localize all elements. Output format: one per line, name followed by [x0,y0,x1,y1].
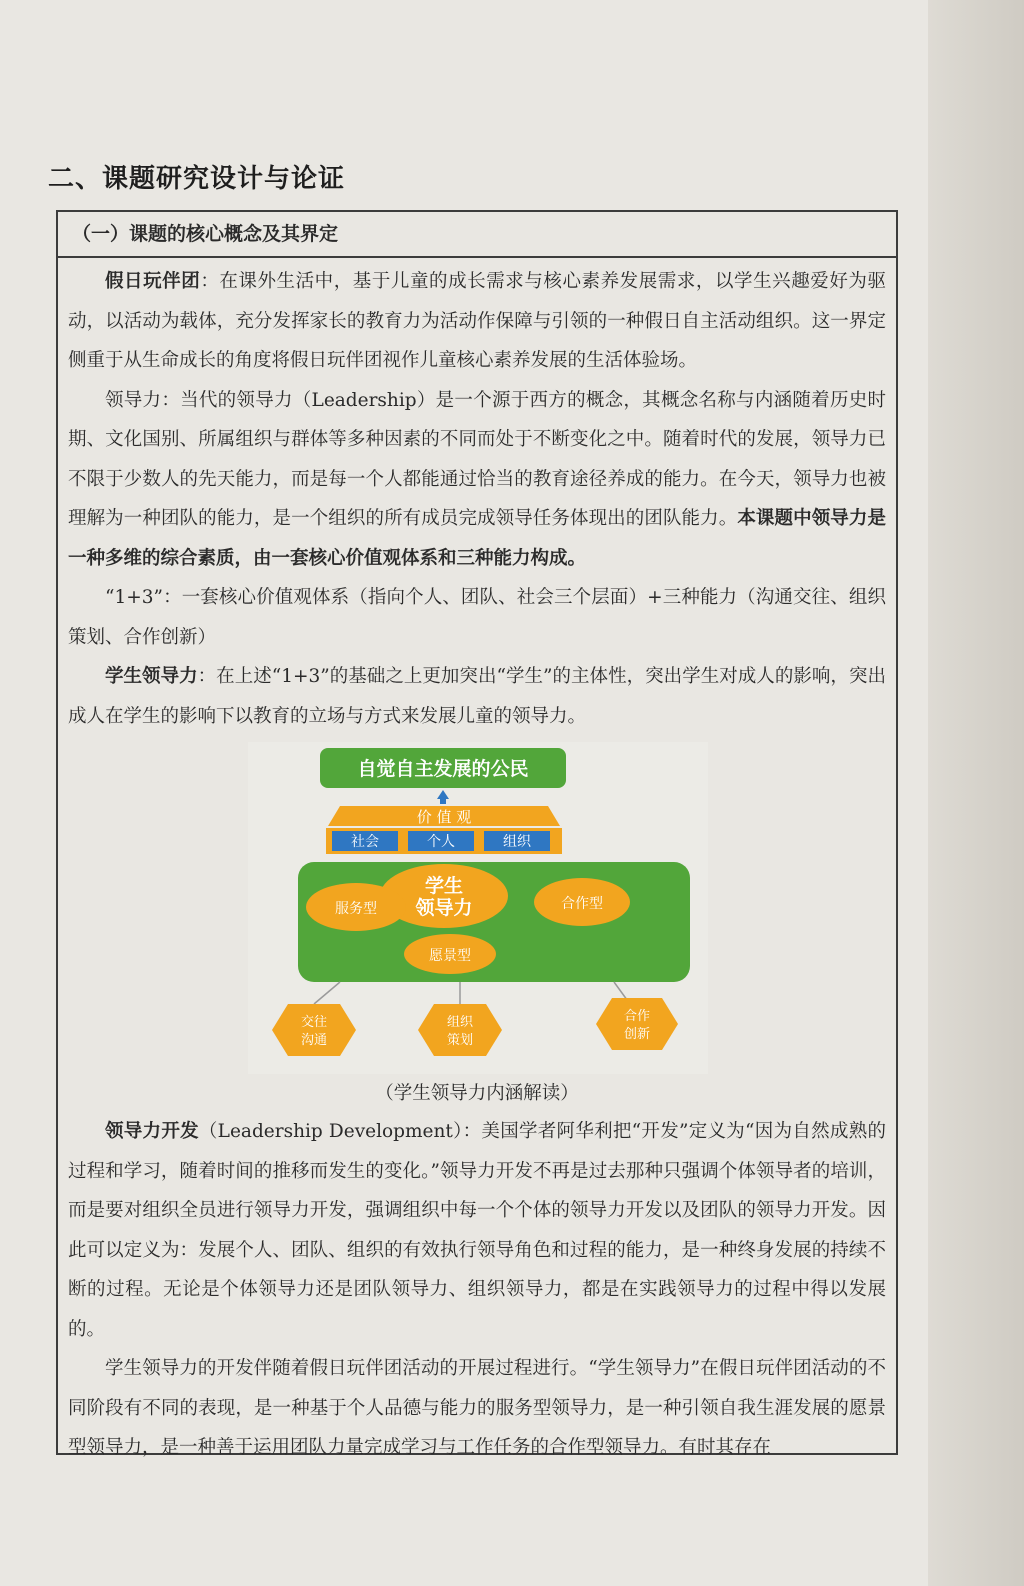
value-item-label: 社会 [351,834,379,850]
communication-hexagon [272,1004,356,1056]
ability-right-line1: 合作 [623,1009,651,1024]
paragraph-text: （Leadership Development）：美国学者阿华利把“开发”定义为“因为自然成熟的过程和学习，随着时间的推移而发生的变化。”领导力开发不再是过去那种只强调个体领导者的培训，而是要对组织全员进行领导力开发，强调组织中每一个个体的领导力开发以及团队的领导力开发。因此可以定义为：发展个人、团队、组织的有效执行领导角色和过程的能力，是一种终身发展的持续不断的过程。无论是个体领导力还是团队领导力、组织领导力，都是在实践领导力的过程中得以发展的。 [68,1121,886,1340]
figure-caption: （学生领导力内涵解读） [375,1083,579,1104]
ability-mid-line2: 策划 [446,1033,474,1048]
up-arrow-stem [440,798,446,804]
citizen-label: 自觉自主发展的公民 [357,758,529,780]
section-title: 二、课题研究设计与论证 [48,164,346,194]
ability-mid-line1: 组织 [446,1015,474,1030]
content-body [58,258,896,1468]
paragraph-leadership [68,381,886,579]
paragraph-text: 领导力：当代的领导力（Leadership）是一个源于西方的概念，其概念名称与内涵随着历史时期、文化国别、所属组织与群体等多种因素的不同而处于不断变化之中。随着时代的发展，领导力已不限于少数人的先天能力，而是每一个人都能通过恰当的教育途径养成的能力。在今天，领导力也被理解为一种团队的能力，是一个组织的所有成员完成领导任务体现出的团队能力。 [68,389,886,529]
planning-hexagon [418,1004,502,1056]
content-box [56,210,898,1458]
paragraph-student-leadership [68,657,886,736]
value-item-label: 组织 [503,834,531,850]
paragraph-development-process [68,1349,886,1468]
diagram-svg [248,742,708,1074]
subsection-title: （一）课题的核心概念及其界定 [58,212,896,258]
arrow-line-left [314,982,340,1004]
page-edge [928,0,1024,1586]
paragraph-text: 学生领导力的开发伴随着假日玩伴团活动的开展过程进行。“学生领导力”在假日玩伴团活动的不同阶段有不同的表现，是一种基于个人品德与能力的服务型领导力，是一种引领自我生涯发展的愿景型领导力，是一种善于运用团队力量完成学习与工作任务的合作型领导力。有时其存在 [68,1358,886,1458]
paragraph-leadership-development [68,1112,886,1349]
type-left-label: 服务型 [335,901,377,917]
term-label: 假日玩伴团 [105,271,201,292]
ability-left-line2: 沟通 [300,1033,328,1048]
innovation-hexagon [596,998,678,1050]
value-item-label: 个人 [427,834,455,850]
center-label-line2: 领导力 [415,897,473,919]
paragraph-emphasis: 本课题中领导力是一种多维的综合素质，由一套核心价值观体系和三种能力构成。 [68,508,886,569]
paragraph-holiday-playmate-group [68,262,886,381]
values-label: 价 值 观 [416,808,472,826]
paragraph-text: ：在课外生活中，基于儿童的成长需求与核心素养发展需求，以学生兴趣爱好为驱动，以活动为载体，充分发挥家长的教育力为活动作保障与引领的一种假日自主活动组织。这一界定侧重于从生命成长的角度将假日玩伴团视作儿童核心素养发展的生活体验场。 [68,271,886,371]
ability-right-line2: 创新 [623,1027,651,1042]
term-label: 学生领导力 [105,666,198,687]
ability-left-line1: 交往 [300,1015,328,1030]
center-label-line1: 学生 [424,875,464,897]
paragraph-1plus3 [68,578,886,657]
type-bottom-label: 愿景型 [429,948,471,964]
paragraph-text: ：在上述“1+3”的基础之上更加突出“学生”的主体性，突出学生对成人的影响，突出成人在学生的影响下以教育的立场与方式来发展儿童的领导力。 [68,666,886,727]
term-label: 领导力开发 [105,1121,199,1142]
paragraph-text: “1+3”：一套核心价值观体系（指向个人、团队、社会三个层面）+三种能力（沟通交往、组织策划、合作创新） [68,587,886,648]
up-arrow-icon [437,790,449,799]
type-right-label: 合作型 [561,896,603,912]
leadership-diagram [248,742,708,1074]
